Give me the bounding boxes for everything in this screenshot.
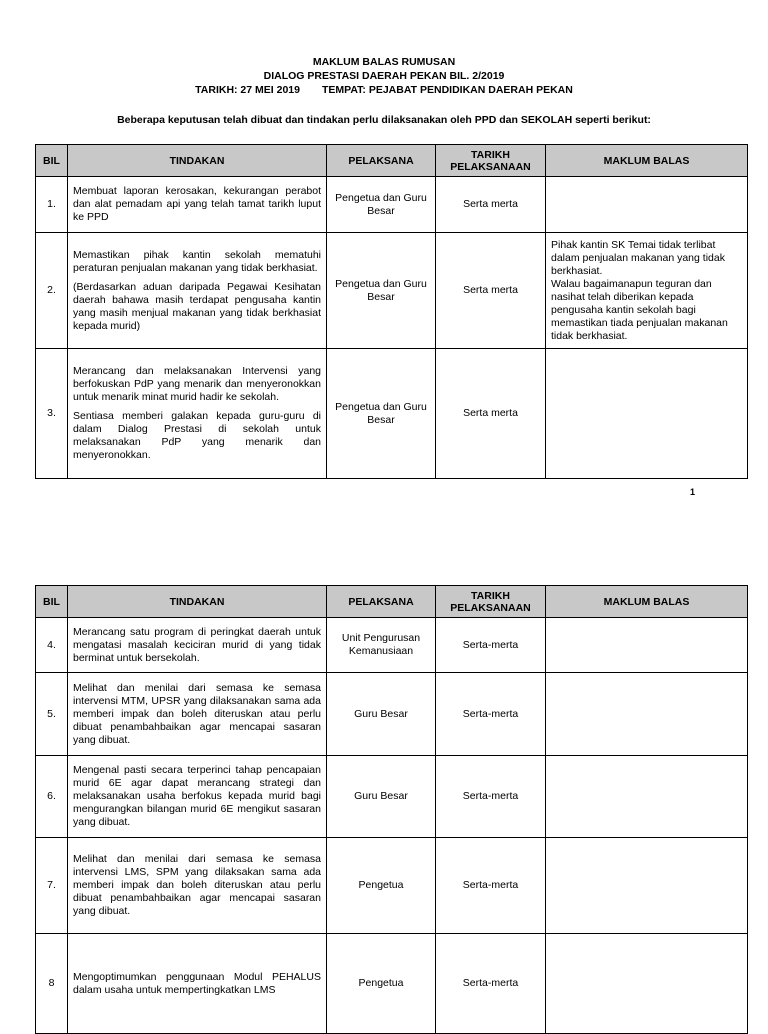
cell-maklum-balas: [546, 838, 748, 934]
cell-bil: 3.: [36, 349, 68, 479]
header-place: TEMPAT: PEJABAT PENDIDIKAN DAERAH PEKAN: [321, 84, 573, 96]
intro-text: Beberapa keputusan telah dibuat dan tindakan perlu dilaksanakan oleh PPD dan SEKOLAH seperti berikut:: [117, 114, 651, 126]
header-title: MAKLUM BALAS RUMUSAN: [312, 56, 456, 68]
table-row: [36, 177, 748, 233]
cell-tindakan: [68, 177, 327, 233]
cell-maklum-balas: [546, 756, 748, 838]
cell-bil: 1.: [36, 177, 68, 233]
table-row: [36, 618, 748, 673]
cell-tindakan: [68, 838, 327, 934]
cell-pelaksana: Pengetua: [327, 838, 436, 934]
cell-tindakan: [68, 233, 327, 349]
document-header: [0, 55, 768, 97]
cell-bil: 6.: [36, 756, 68, 838]
tindakan-paragraph: Merancang dan melaksanakan Intervensi yang berfokuskan PdP yang menarik dan menyeronokkan untuk menarik minat murid hadir ke sekolah.: [73, 365, 321, 403]
table-row: [36, 838, 748, 934]
cell-tarikh: Serta-merta: [436, 838, 546, 934]
cell-tarikh: Serta-merta: [436, 934, 546, 1034]
table-row: [36, 673, 748, 756]
cell-maklum-balas: [546, 177, 748, 233]
cell-tarikh: Serta merta: [436, 177, 546, 233]
table-body: [36, 618, 748, 1034]
col-header-tindakan: TINDAKAN: [68, 586, 327, 618]
tindakan-paragraph: Membuat laporan kerosakan, kekurangan perabot dan alat pemadam api yang telah tamat tarikh luput ke PPD: [73, 185, 321, 223]
table-row: [36, 233, 748, 349]
cell-tindakan: [68, 349, 327, 479]
cell-bil: 7.: [36, 838, 68, 934]
cell-tarikh: Serta-merta: [436, 673, 546, 756]
table-row: [36, 934, 748, 1034]
tindakan-paragraph: Memastikan pihak kantin sekolah mematuhi peraturan penjualan makanan yang tidak berkhasiat.: [73, 248, 321, 274]
col-header-tarikh: TARIKH PELAKSANAAN: [436, 145, 546, 177]
cell-bil: 2.: [36, 233, 68, 349]
tindakan-paragraph: Merancang satu program di peringkat daerah untuk mengatasi masalah keciciran murid di yang tidak berminat untuk bersekolah.: [73, 625, 321, 664]
table-body: [36, 177, 748, 479]
cell-bil: 4.: [36, 618, 68, 673]
cell-tarikh: Serta merta: [436, 233, 546, 349]
tindakan-paragraph: Melihat dan menilai dari semasa ke semasa intervensi LMS, SPM yang dilaksakan sama ada memberi impak dan boleh diteruskan atau perlu dibuat penambahbaikan agar mencapai sasaran yang dibuat.: [73, 853, 321, 917]
cell-pelaksana: Pengetua dan Guru Besar: [327, 177, 436, 233]
cell-pelaksana: Pengetua: [327, 934, 436, 1034]
col-header-maklum-balas: MAKLUM BALAS: [546, 586, 748, 618]
cell-maklum-balas: Pihak kantin SK Temai tidak terlibat dalam penjualan makanan yang tidak berkhasiat. Walau bagaimanapun teguran dan nasihat telah diberikan kepada pengusaha kantin sekolah bagi memastikan tiada penjualan makanan tidak berkhasiat.: [546, 233, 748, 349]
tindakan-paragraph: Melihat dan menilai dari semasa ke semasa intervensi MTM, UPSR yang dilaksanakan sama ada memberi impak dan boleh diteruskan atau perlu dibuat penambahbaikan agar mencapai sasaran yang dibuat.: [73, 681, 321, 746]
col-header-tarikh: TARIKH PELAKSANAAN: [436, 586, 546, 618]
cell-tindakan: [68, 618, 327, 673]
cell-pelaksana: Unit Pengurusan Kemanusiaan: [327, 618, 436, 673]
page-number: 1: [690, 487, 696, 497]
cell-maklum-balas: [546, 673, 748, 756]
cell-bil: 8: [36, 934, 68, 1034]
table-header-row: [36, 586, 748, 618]
cell-maklum-balas: [546, 618, 748, 673]
tindakan-paragraph: Mengoptimumkan penggunaan Modul PEHALUS dalam usaha untuk mempertingkatkan LMS: [73, 970, 321, 996]
col-header-pelaksana: PELAKSANA: [327, 586, 436, 618]
cell-tindakan: [68, 673, 327, 756]
tindakan-paragraph: Mengenal pasti secara terperinci tahap pencapaian murid 6E agar dapat merancang strategi dan melaksanakan usaha berfokus kepada murid bagi mengurangkan bilangan murid 6E mengikut sasaran yang dibuat.: [73, 764, 321, 828]
cell-tarikh: Serta-merta: [436, 618, 546, 673]
col-header-tindakan: TINDAKAN: [68, 145, 327, 177]
cell-tarikh: Serta merta: [436, 349, 546, 479]
tindakan-paragraph: (Berdasarkan aduan daripada Pegawai Kesihatan daerah bahawa masih terdapat pengusaha kantin yang masih menjual makanan yang tidak berkhasiat kepada murid): [73, 280, 321, 332]
table-row: [36, 756, 748, 838]
col-header-maklum-balas: MAKLUM BALAS: [546, 145, 748, 177]
cell-pelaksana: Pengetua dan Guru Besar: [327, 349, 436, 479]
cell-pelaksana: Guru Besar: [327, 673, 436, 756]
cell-pelaksana: Guru Besar: [327, 756, 436, 838]
cell-tarikh: Serta-merta: [436, 756, 546, 838]
cell-bil: 5.: [36, 673, 68, 756]
header-subtitle: DIALOG PRESTASI DAERAH PEKAN BIL. 2/2019: [263, 70, 505, 82]
action-table-page-1: [35, 144, 748, 479]
tindakan-paragraph: Sentiasa memberi galakan kepada guru-guru di dalam Dialog Prestasi di sekolah untuk melaksanakan PdP yang menarik dan menyeronokkan.: [73, 410, 321, 461]
action-table-page-2: [35, 585, 748, 1034]
cell-tindakan: [68, 934, 327, 1034]
header-date: TARIKH: 27 MEI 2019: [195, 84, 300, 96]
cell-maklum-balas: [546, 934, 748, 1034]
cell-pelaksana: Pengetua dan Guru Besar: [327, 233, 436, 349]
col-header-pelaksana: PELAKSANA: [327, 145, 436, 177]
cell-tindakan: [68, 756, 327, 838]
col-header-bil: BIL: [36, 586, 68, 618]
table-row: [36, 349, 748, 479]
header-date-place: [0, 83, 768, 97]
col-header-bil: BIL: [36, 145, 68, 177]
cell-maklum-balas: [546, 349, 748, 479]
table-header-row: [36, 145, 748, 177]
